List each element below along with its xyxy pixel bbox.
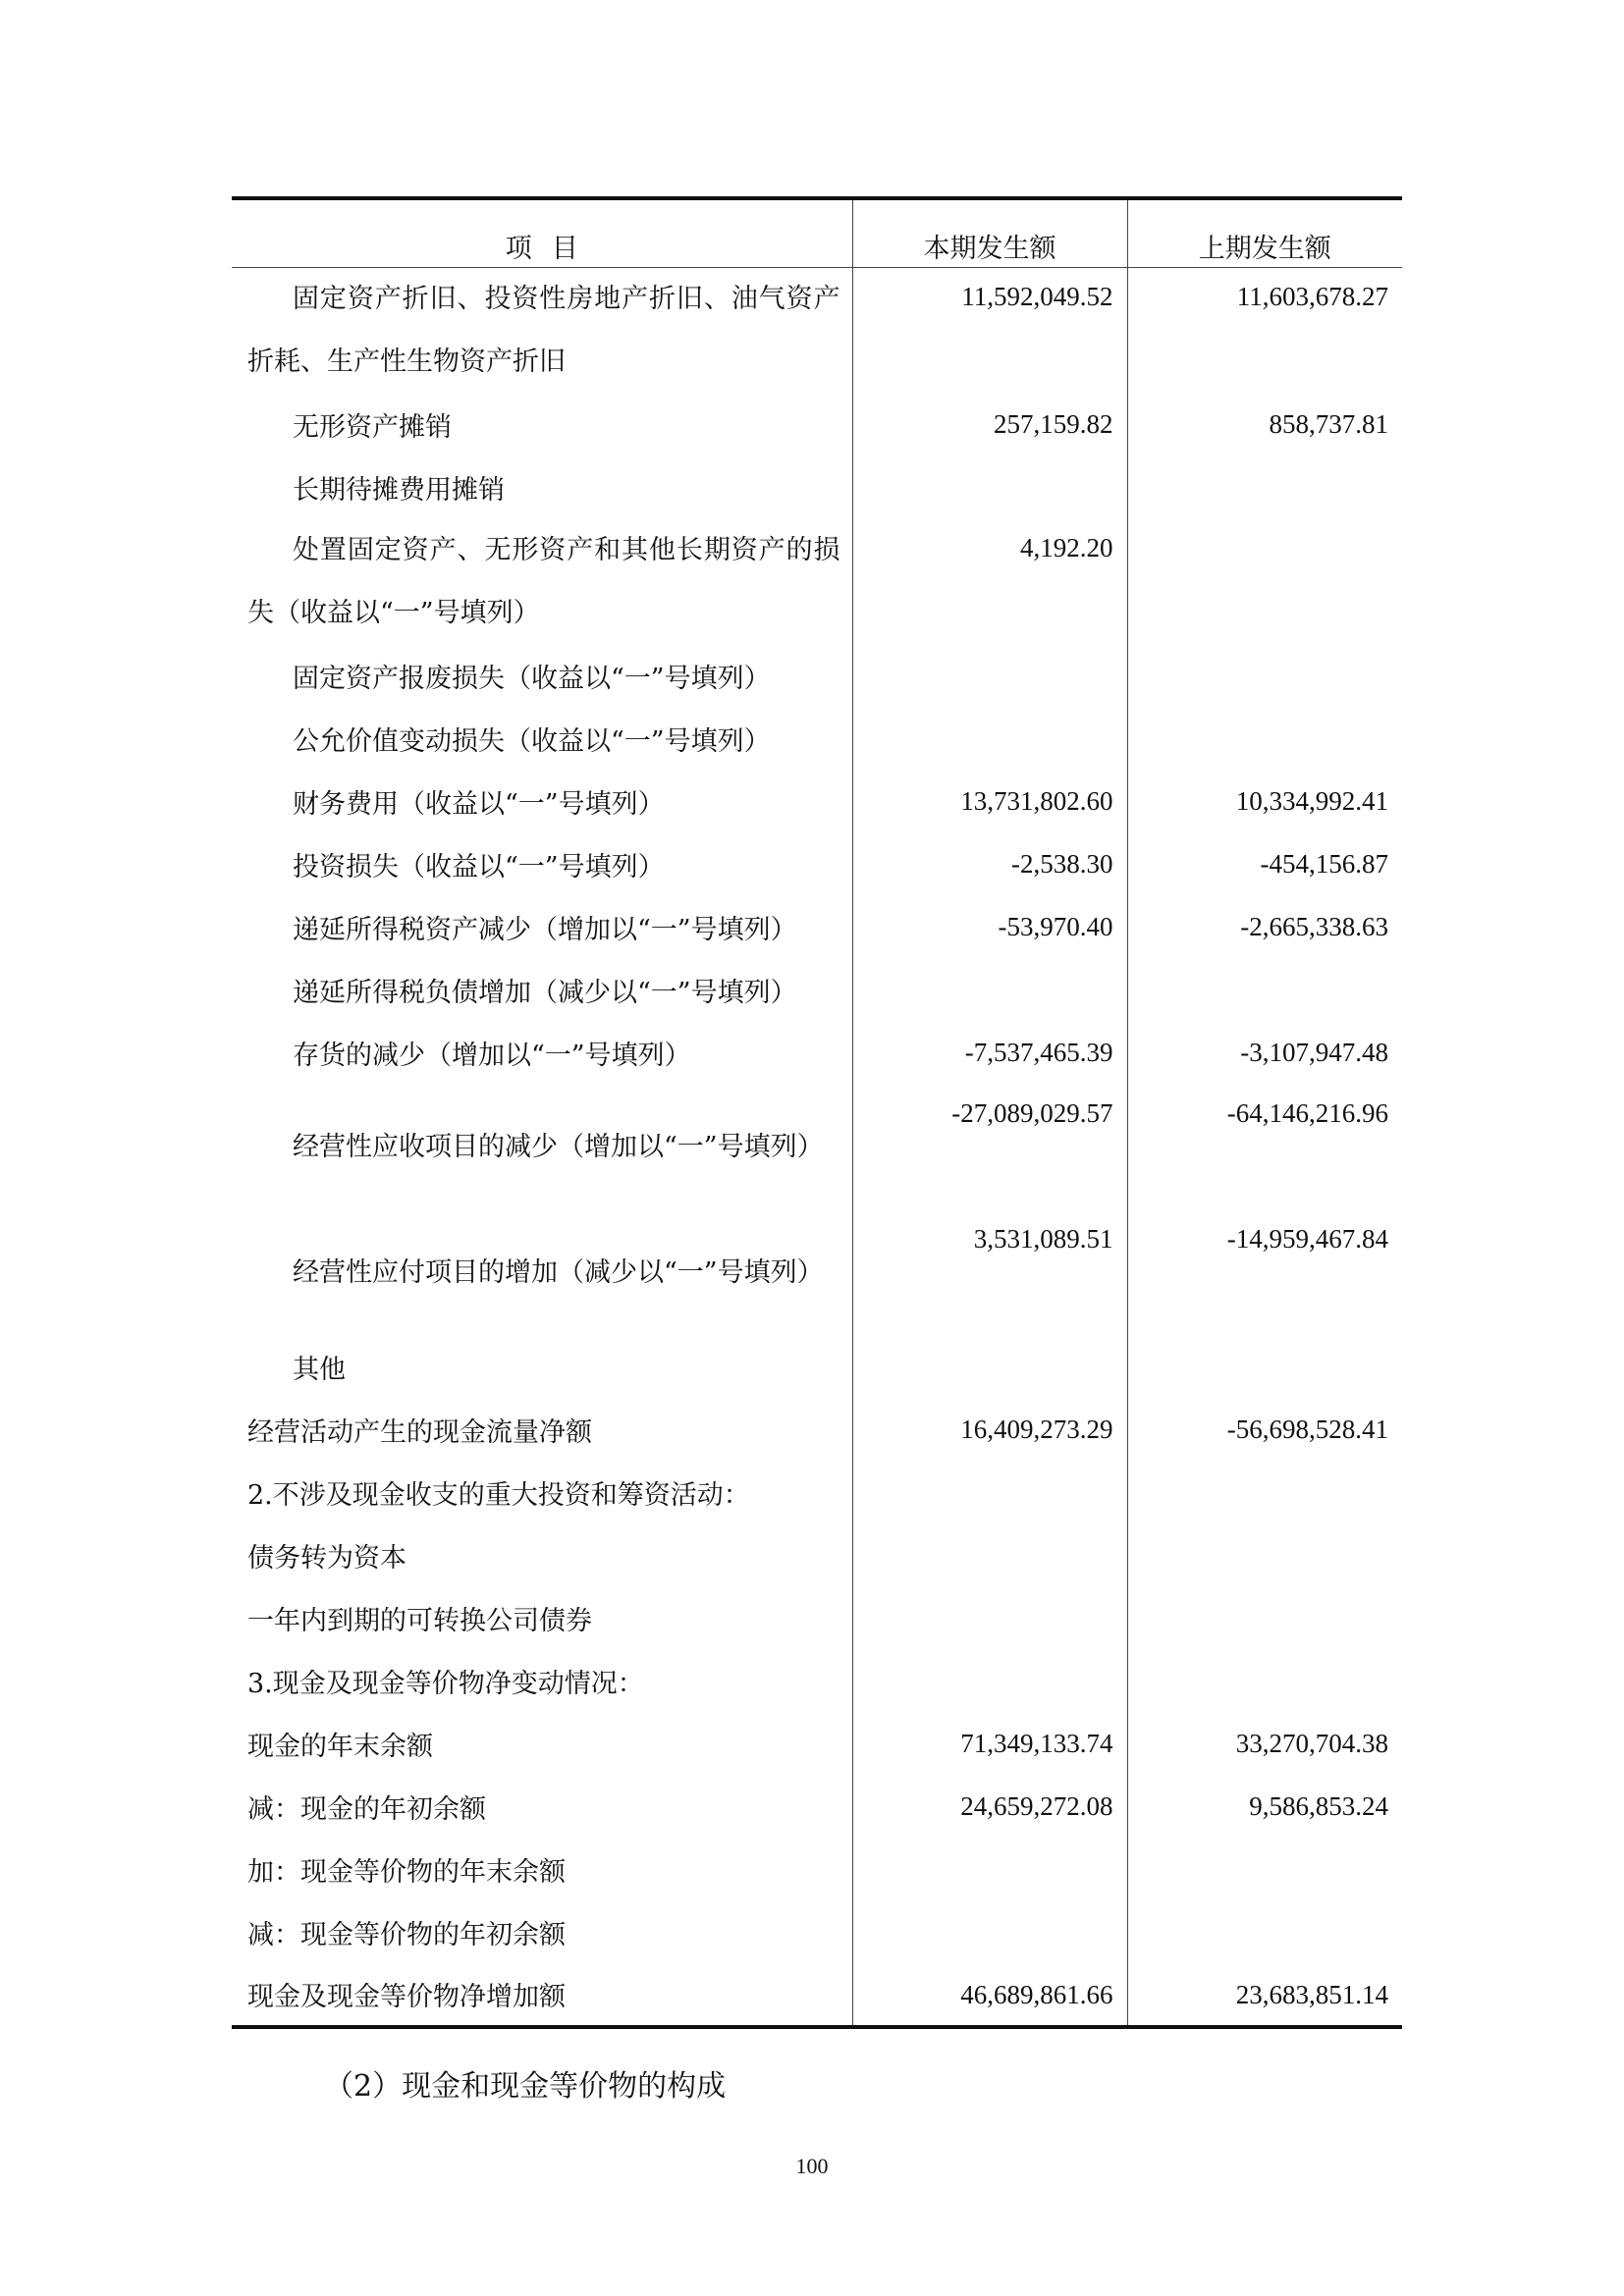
table-row [232, 1462, 1402, 1524]
row-prior [1127, 1650, 1402, 1713]
row-current [852, 1587, 1127, 1650]
table-row [232, 267, 1402, 394]
row-current: 71,349,133.74 [852, 1713, 1127, 1776]
row-current: -7,537,465.39 [852, 1022, 1127, 1085]
row-current [852, 959, 1127, 1022]
row-label: 其他 [293, 1355, 346, 1385]
table-row [232, 1210, 1402, 1336]
row-label: 存货的减少（增加以“一”号填列） [293, 1041, 691, 1071]
row-current: 24,659,272.08 [852, 1776, 1127, 1839]
row-current [852, 1650, 1127, 1713]
row-label: 2.不涉及现金收支的重大投资和筹资活动： [247, 1480, 750, 1511]
row-label: 固定资产折旧、投资性房地产折旧、油气资产折耗、生产性生物资产折旧 [247, 283, 840, 377]
table-row [232, 1964, 1402, 2027]
table-row [232, 456, 1402, 519]
row-current [852, 1901, 1127, 1964]
table-row [232, 771, 1402, 833]
row-prior [1127, 1462, 1402, 1524]
row-label: 长期待摊费用摊销 [293, 475, 505, 506]
row-label: 减：现金的年初余额 [247, 1794, 486, 1825]
section-subheading: （2）现金和现金等价物的构成 [324, 2069, 727, 2104]
row-current [852, 1524, 1127, 1587]
row-label: 现金及现金等价物净增加额 [232, 1964, 852, 2027]
row-current: 257,159.82 [852, 394, 1127, 456]
row-prior: -454,156.87 [1127, 833, 1402, 896]
table-row [232, 1776, 1402, 1839]
row-prior: 9,586,853.24 [1127, 1776, 1402, 1839]
row-label: 现金的年末余额 [247, 1732, 433, 1762]
header-current-period: 本期发生额 [852, 198, 1127, 267]
row-label: 递延所得税负债增加（减少以“一”号填列） [293, 978, 797, 1008]
row-current [852, 1462, 1127, 1524]
row-prior: -56,698,528.41 [1127, 1399, 1402, 1462]
row-current: 13,731,802.60 [852, 771, 1127, 833]
table-row [232, 394, 1402, 456]
header-item: 项目 [232, 198, 852, 267]
row-prior: -3,107,947.48 [1127, 1022, 1402, 1085]
table-row [232, 1524, 1402, 1587]
table-row [232, 896, 1402, 959]
table-row [232, 1085, 1402, 1210]
table-row [232, 959, 1402, 1022]
row-label: 处置固定资产、无形资产和其他长期资产的损失（收益以“一”号填列） [247, 534, 840, 628]
row-prior: 11,603,678.27 [1127, 267, 1402, 394]
row-label: 债务转为资本 [247, 1543, 406, 1574]
row-prior: -2,665,338.63 [1127, 896, 1402, 959]
row-label: 一年内到期的可转换公司债券 [247, 1606, 592, 1636]
row-current: -53,970.40 [852, 896, 1127, 959]
table-header-row [232, 198, 1402, 267]
table-row [232, 1399, 1402, 1462]
cash-flow-supplement-table [232, 196, 1402, 2029]
row-prior [1127, 456, 1402, 519]
row-prior [1127, 708, 1402, 771]
row-prior [1127, 519, 1402, 645]
row-current: 46,689,861.66 [852, 1964, 1127, 2027]
row-prior: -64,146,216.96 [1127, 1085, 1402, 1210]
row-label: 财务费用（收益以“一”号填列） [293, 789, 665, 820]
row-label: 递延所得税资产减少（增加以“一”号填列） [293, 915, 797, 945]
row-current [852, 645, 1127, 708]
row-current [852, 456, 1127, 519]
row-prior: 10,334,992.41 [1127, 771, 1402, 833]
table-row [232, 1587, 1402, 1650]
row-prior [1127, 1587, 1402, 1650]
row-label: 经营性应付项目的增加（减少以“一”号填列） [293, 1256, 824, 1288]
table-row [232, 833, 1402, 896]
table-row [232, 1022, 1402, 1085]
table-row [232, 645, 1402, 708]
row-current [852, 708, 1127, 771]
row-label: 经营活动产生的现金流量净额 [247, 1417, 592, 1448]
row-current: -27,089,029.57 [852, 1085, 1127, 1210]
row-current [852, 1839, 1127, 1901]
row-prior [1127, 1901, 1402, 1964]
row-label: 3.现金及现金等价物净变动情况： [247, 1669, 644, 1699]
row-label: 投资损失（收益以“一”号填列） [293, 852, 665, 882]
row-prior [1127, 959, 1402, 1022]
table-row [232, 1650, 1402, 1713]
table-row [232, 1713, 1402, 1776]
row-current: 3,531,089.51 [852, 1210, 1127, 1336]
table-row [232, 708, 1402, 771]
row-prior [1127, 1524, 1402, 1587]
row-prior [1127, 645, 1402, 708]
row-label: 固定资产报废损失（收益以“一”号填列） [293, 664, 771, 694]
row-label: 经营性应收项目的减少（增加以“一”号填列） [293, 1131, 824, 1162]
row-prior: -14,959,467.84 [1127, 1210, 1402, 1336]
row-prior: 858,737.81 [1127, 394, 1402, 456]
table-row [232, 519, 1402, 645]
row-prior [1127, 1336, 1402, 1399]
row-current [852, 1336, 1127, 1399]
row-label: 减：现金等价物的年初余额 [247, 1920, 566, 1950]
row-current: -2,538.30 [852, 833, 1127, 896]
row-prior: 33,270,704.38 [1127, 1713, 1402, 1776]
table-row [232, 1901, 1402, 1964]
row-current: 4,192.20 [852, 519, 1127, 645]
row-current: 11,592,049.52 [852, 267, 1127, 394]
row-prior [1127, 1839, 1402, 1901]
row-current: 16,409,273.29 [852, 1399, 1127, 1462]
table-row [232, 1839, 1402, 1901]
row-prior: 23,683,851.14 [1127, 1964, 1402, 2027]
row-label: 加：现金等价物的年末余额 [247, 1857, 566, 1888]
table-row [232, 1336, 1402, 1399]
header-prior-period: 上期发生额 [1127, 198, 1402, 267]
row-label: 公允价值变动损失（收益以“一”号填列） [293, 726, 771, 757]
row-label: 无形资产摊销 [293, 412, 452, 443]
page-number: 100 [795, 2154, 829, 2178]
